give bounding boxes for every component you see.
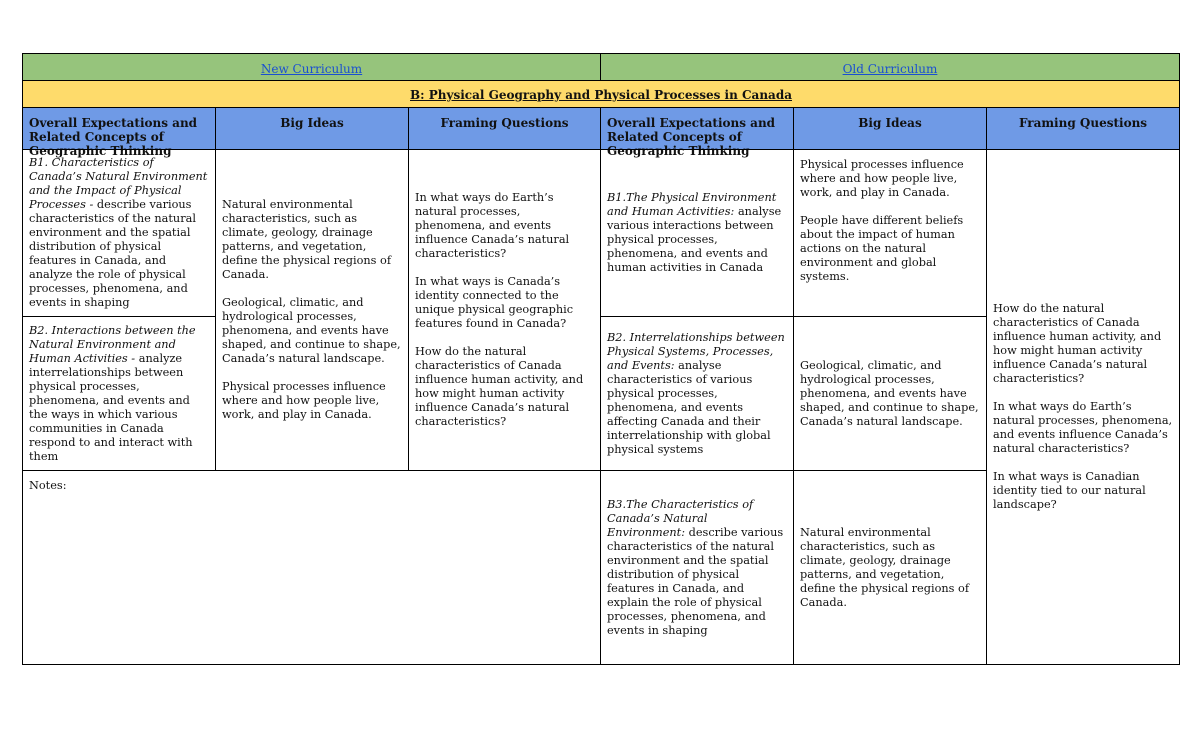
old-b3-text: describe various characteristics of the natural environment and the spatial distribution of physical features in Canada, and explain the role of physical processes, phenomena, and events in shaping — [607, 525, 784, 637]
old-framing-question: How do the natural characteristics of Canada influence human activity, and how might human activity influence Canada’s natural characteristics? — [993, 302, 1162, 385]
old-b1-title: B1.The Physical Environment and Human Activities: — [607, 191, 777, 218]
col-header-big-ideas-old: Big Ideas — [793, 107, 987, 150]
old-curriculum-header — [600, 53, 1180, 81]
new-b1-text: describe various characteristics of the natural environment and the spatial distribution of physical features in Canada, and analyze the role of physical processes, phenomena, and events in shaping — [29, 198, 196, 309]
col-header-overall-old: Overall Expectations and Related Concepts of Geographic Thinking — [600, 107, 794, 150]
old-big-idea: Geological, climatic, and hydrological processes, phenomena, and events have shaped, and continue to shape, Canada’s natural landscape. — [800, 358, 979, 428]
old-big-ideas-cell-2 — [793, 316, 987, 471]
old-b3-title: B3.The Characteristics of Canada’s Natural Environment: — [607, 497, 754, 539]
new-big-idea: Natural environmental characteristics, such as climate, geology, drainage patterns, and vegetation, define the physical regions of Canada. — [222, 198, 392, 281]
new-curriculum-link[interactable]: New Curriculum — [260, 62, 363, 76]
old-b2-title: B2. Interrelationships between Physical Systems, Processes, and Events: — [607, 330, 785, 372]
new-b2-cell — [22, 316, 216, 471]
old-framing-question: In what ways is Canadian identity tied to our natural landscape? — [993, 470, 1146, 511]
new-b2-text: analyze interrelationships between physical processes, phenomena, and events and the ways in which various communities in Canada respond to and interact with them — [29, 351, 193, 463]
new-big-idea: Geological, climatic, and hydrological processes, phenomena, and events have shaped, and continue to shape, Canada’s natural landscape. — [222, 296, 401, 365]
old-framing-cell — [986, 149, 1180, 665]
new-framing-cell — [408, 149, 601, 471]
new-curriculum-header — [22, 53, 601, 81]
old-curriculum-link[interactable]: Old Curriculum — [842, 62, 938, 76]
strand-title: B: Physical Geography and Physical Processes in Canada — [410, 88, 792, 102]
col-header-big-ideas-new: Big Ideas — [215, 107, 409, 150]
strand-title-row — [22, 80, 1180, 108]
notes-cell[interactable] — [22, 470, 601, 665]
old-big-ideas-cell-1 — [793, 149, 987, 317]
old-b2-cell — [600, 316, 794, 471]
old-big-idea: People have different beliefs about the impact of human actions on the natural environment and global systems. — [800, 214, 964, 283]
new-big-ideas-cell — [215, 149, 409, 471]
new-b1-cell — [22, 149, 216, 317]
old-b3-cell — [600, 470, 794, 665]
new-framing-question: How do the natural characteristics of Canada influence human activity, and how might human activity influence Canada’s natural characteristics? — [415, 345, 584, 428]
col-header-framing-new: Framing Questions — [408, 107, 601, 150]
old-framing-question: In what ways do Earth’s natural processes, phenomena, and events influence Canada’s natural characteristics? — [993, 400, 1173, 455]
old-big-idea: Physical processes influence where and how people live, work, and play in Canada. — [800, 158, 964, 199]
old-big-ideas-cell-3 — [793, 470, 987, 665]
col-header-overall-new: Overall Expectations and Related Concepts of Geographic Thinking — [22, 107, 216, 150]
new-big-idea: Physical processes influence where and how people live, work, and play in Canada. — [222, 380, 386, 421]
old-b1-text: analyse various interactions between physical processes, phenomena, and events and human activities in Canada — [607, 205, 782, 274]
notes-label: Notes: — [29, 479, 67, 492]
old-big-idea: Natural environmental characteristics, such as climate, geology, drainage patterns, and vegetation, define the physical regions of Canada. — [800, 525, 970, 609]
new-framing-question: In what ways is Canada’s identity connected to the unique physical geographic features found in Canada? — [415, 275, 574, 330]
old-b1-cell — [600, 149, 794, 317]
new-b2-title: B2. Interactions between the Natural Environment and Human Activities - — [29, 323, 196, 365]
old-b2-text: analyse characteristics of various physical processes, phenomena, and events affecting Canada and their interrelationship with global physical systems — [607, 358, 771, 456]
new-b1-title: B1. Characteristics of Canada’s Natural Environment and the Impact of Physical Processes - — [29, 156, 208, 211]
col-header-framing-old: Framing Questions — [986, 107, 1180, 150]
new-framing-question: In what ways do Earth’s natural processes, phenomena, and events influence Canada’s natural characteristics? — [415, 191, 570, 260]
